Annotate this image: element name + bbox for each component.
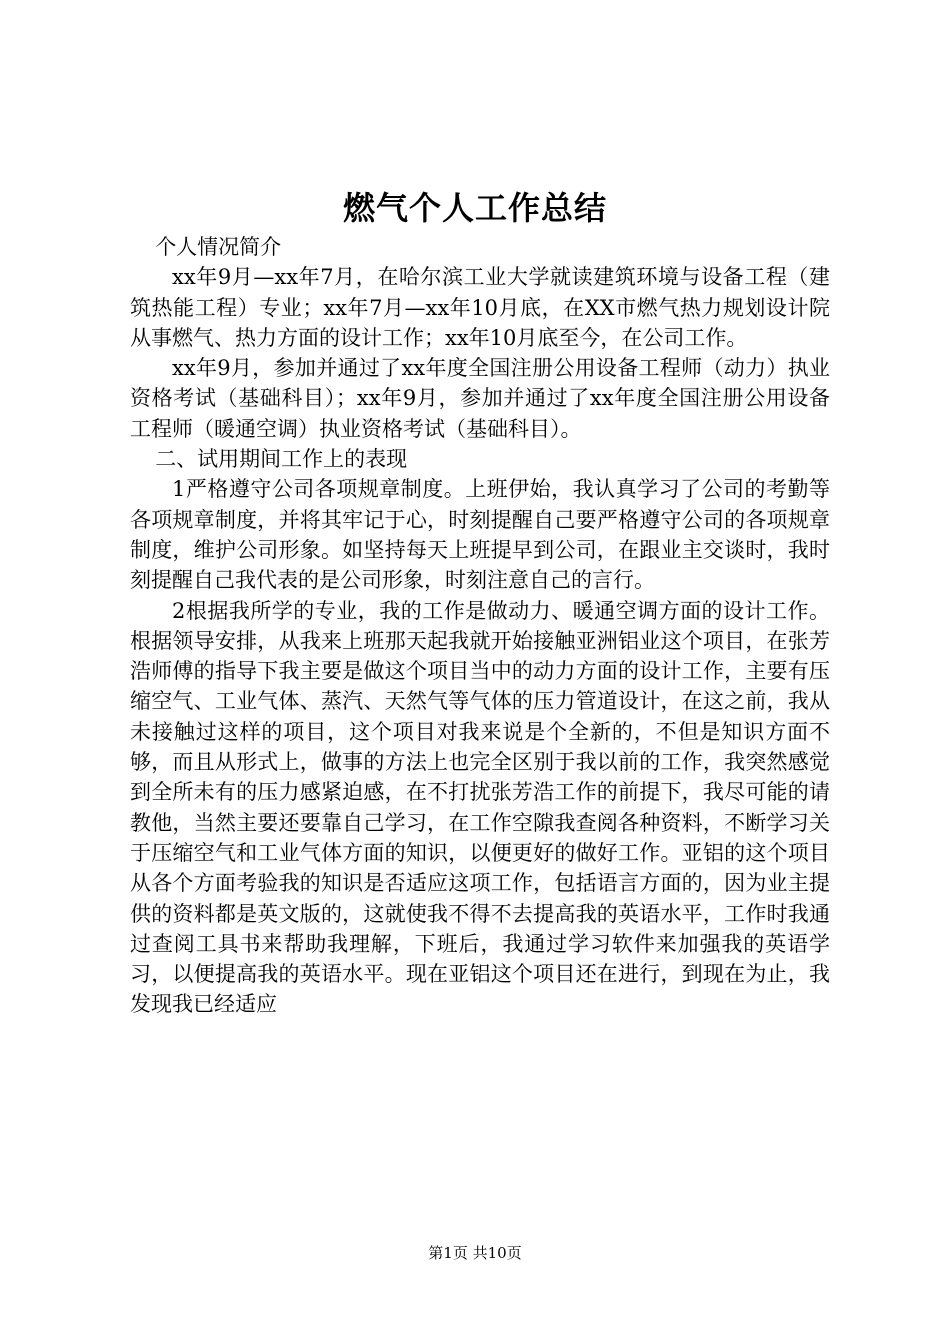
document-title: 燃气个人工作总结: [342, 189, 607, 227]
page-footer: 第1页 共10页: [428, 1244, 522, 1262]
paragraph-certification: xx年9月，参加并通过了xx年度全国注册公用设备工程师（动力）执业资格考试（基础科目）；xx年9月，参加并通过了xx年度全国注册公用设备工程师（暖通空调）执业资格考试（基础科目）。: [130, 356, 830, 441]
document-body: [130, 232, 830, 1020]
paragraph-education: xx年9月—xx年7月，在哈尔滨工业大学就读建筑环境与设备工程（建筑热能工程）专业；xx年7月—xx年10月底，在XX市燃气热力规划设计院从事燃气、热力方面的设计工作；xx年10月底至今，在公司工作。: [130, 265, 830, 350]
section-heading-intro: 个人情况简介: [155, 235, 282, 259]
section-heading-performance: 二、试用期间工作上的表现: [155, 447, 408, 472]
paragraph-rules: 1严格遵守公司各项规章制度。上班伊始，我认真学习了公司的考勤等各项规章制度，并将其牢记于心，时刻提醒自己要严格遵守公司的各项规章制度，维护公司形象。如坚持每天上班提早到公司，在跟业主交谈时，我时刻提醒自己我代表的是公司形象，时刻注意自己的言行。: [130, 477, 830, 593]
paragraph-design-work: 2根据我所学的专业，我的工作是做动力、暖通空调方面的设计工作。根据领导安排，从我来上班那天起我就开始接触亚洲铝业这个项目，在张芳浩师傅的指导下我主要是做这个项目当中的动力方面的设计工作，主要有压缩空气、工业气体、蒸汽、天然气等气体的压力管道设计，在这之前，我从未接触过这样的项目，这个项目对我来说是个全新的，不但是知识方面不够，而且从形式上，做事的方法上也完全区别于我以前的工作，我突然感觉到全所未有的压力感紧迫感，在不打扰张芳浩工作的前提下，我尽可能的请教他，当然主要还要靠自己学习，在工作空隙我查阅各种资料，不断学习关于压缩空气和工业气体方面的知识，以便更好的做好工作。亚铝的这个项目从各个方面考验我的知识是否适应这项工作，包括语言方面的，因为业主提供的资料都是英文版的，这就使我不得不去提高我的英语水平，工作时我通过查阅工具书来帮助我理解，下班后，我通过学习软件来加强我的英语学习，以便提高我的英语水平。现在亚铝这个项目还在进行，到现在为止，我发现我已经适应: [130, 598, 830, 1017]
